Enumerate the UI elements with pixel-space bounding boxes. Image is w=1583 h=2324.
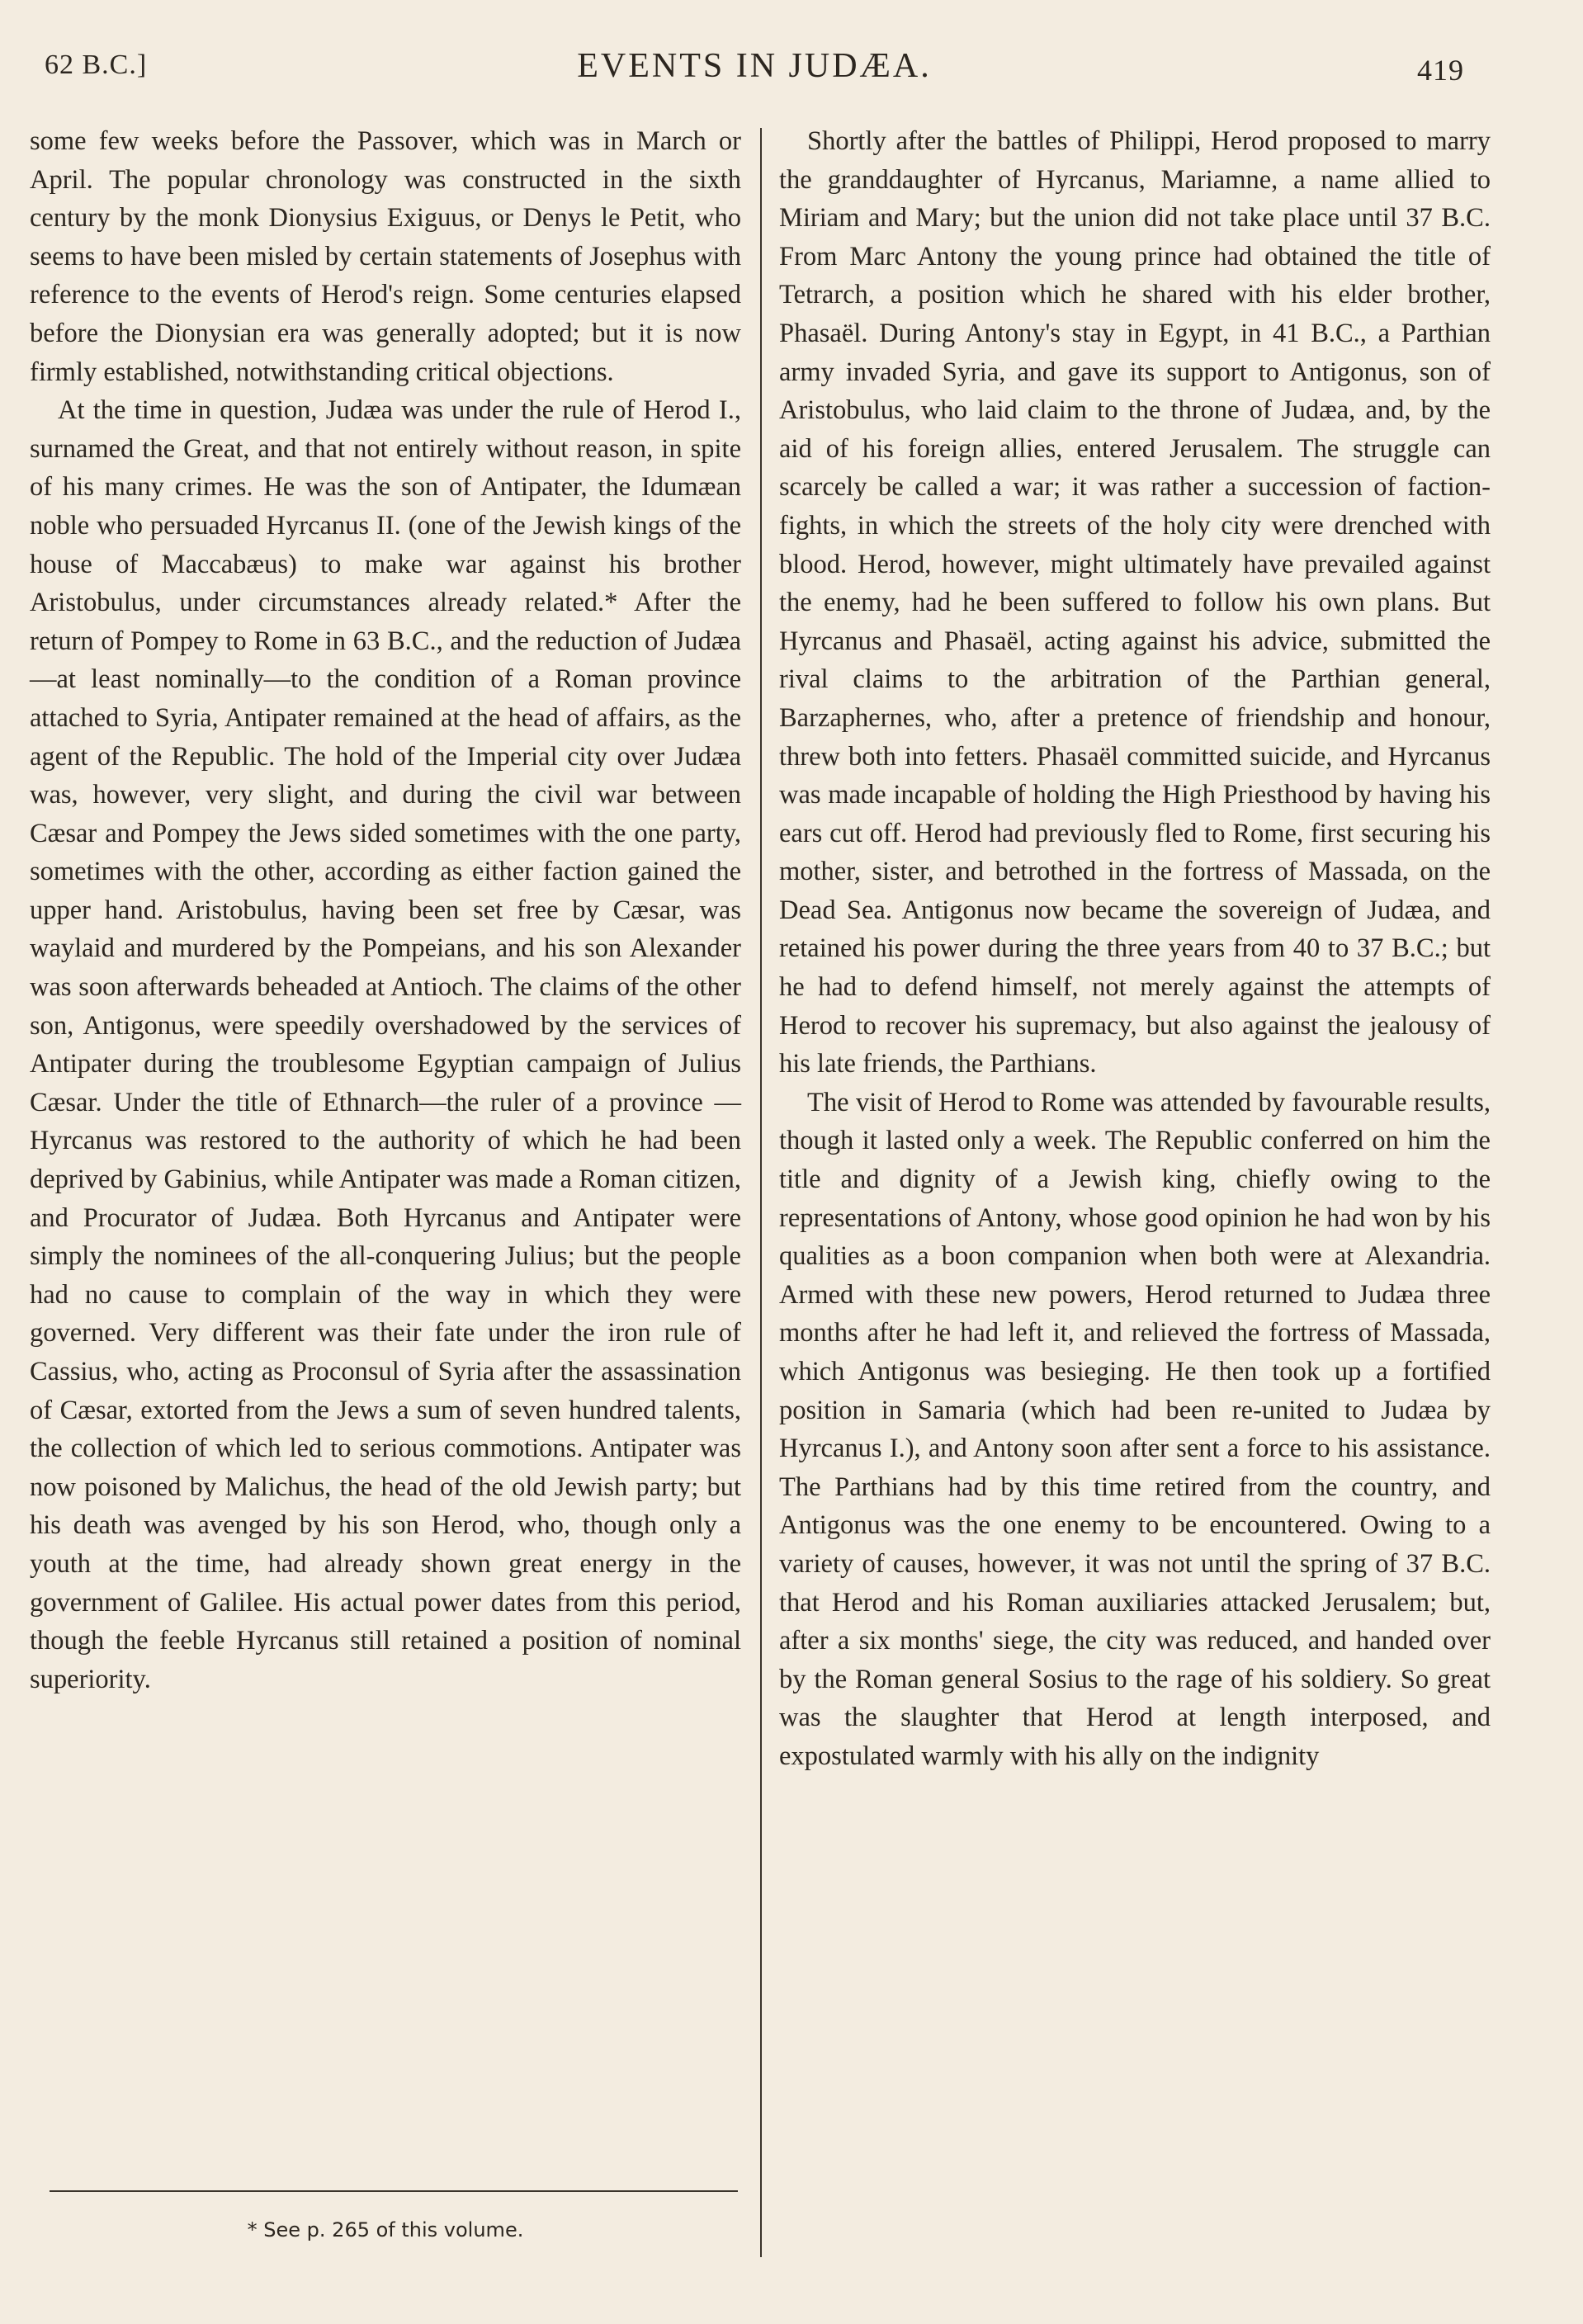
column-divider	[760, 128, 762, 2257]
paragraph: Shortly after the battles of Philippi, Herod proposed to marry the granddaughter of Hyrcanus, Mariamne, a name allied to Miriam and Mary; but the union did not take place until 37 B.C. From Marc Antony the young prince had obtained the title of Tetrarch, a position which he shared with his elder brother, Phasaël. During Antony's stay in Egypt, in 41 B.C., a Parthian army invaded Syria, and gave its support to Antigonus, son of Aristobulus, who laid claim to the throne of Judæa, and, by the aid of his foreign allies, entered Jerusalem. The struggle can scarcely be called a war; it was rather a succession of faction-fights, in which the streets of the holy city were drenched with blood. Herod, however, might ultimately have prevailed against the enemy, had he been suffered to follow his own plans. But Hyrcanus and Phasaël, acting against his advice, submitted the rival claims to the arbitration of the Parthian general, Barzaphernes, who, after a pretence of friendship and honour, threw both into fetters. Phasaël committed suicide, and Hyrcanus was made incapable of holding the High Priesthood by having his ears cut off. Herod had previously fled to Rome, first securing his mother, sister, and betrothed in the fortress of Massada, on the Dead Sea. Antigonus now became the sovereign of Judæa, and retained his power during the three years from 40 to 37 B.C.; but he had to defend himself, not merely against the attempts of Herod to recover his supremacy, but also against the jealousy of his late friends, the Parthians.	[779, 126, 1491, 1079]
page-number: 419	[1417, 54, 1464, 87]
left-column	[30, 122, 741, 1698]
footnote: * See p. 265 of this volume.	[247, 2218, 524, 2241]
header-date: 62 B.C.]	[45, 50, 148, 80]
right-column	[779, 122, 1491, 1776]
paragraph: At the time in question, Judæa was under the rule of Herod I., surnamed the Great, and that not entirely without reason, in spite of his many crimes. He was the son of Antipater, the Idumæan noble who persuaded Hyrcanus II. (one of the Jewish kings of the house of Maccabæus) to make war against his brother Aristobulus, under circumstances already related.* After the return of Pompey to Rome in 63 B.C., and the reduction of Judæa—at least nominally—to the condition of a Roman province attached to Syria, Antipater remained at the head of affairs, as the agent of the Republic. The hold of the Imperial city over Judæa was, however, very slight, and during the civil war between Cæsar and Pompey the Jews sided sometimes with the one party, sometimes with the other, according as either faction gained the upper hand. Aristobulus, having been set free by Cæsar, was waylaid and murdered by the Pompeians, and his son Alexander was soon afterwards beheaded at Antioch. The claims of the other son, Antigonus, were speedily overshadowed by the services of Antipater during the troublesome Egyptian campaign of Julius Cæsar. Under the title of Ethnarch—the ruler of a province — Hyrcanus was restored to the authority of which he had been deprived by Gabinius, while Antipater was made a Roman citizen, and Procurator of Judæa. Both Hyrcanus and Antipater were simply the nominees of the all-conquering Julius; but the people had no cause to complain of the way in which they were governed. Very different was their fate under the iron rule of Cassius, who, acting as Proconsul of Syria after the assassination of Cæsar, extorted from the Jews a sum of seven hundred talents, the collection of which led to serious commotions. Antipater was now poisoned by Malichus, the head of the old Jewish party; but his death was avenged by his son Herod, who, though only a youth at the time, had already shown great energy in the government of Galilee. His actual power dates from this period, though the feeble Hyrcanus still retained a position of nominal superiority.	[30, 395, 741, 1694]
paragraph: some few weeks before the Passover, which was in March or April. The popular chronology was constructed in the sixth century by the monk Dionysius Exiguus, or Denys le Petit, who seems to have been misled by certain statements of Josephus with reference to the events of Herod's reign. Some centuries elapsed before the Dionysian era was generally adopted; but it is now firmly established, notwithstanding critical objections.	[30, 126, 741, 387]
header-title: EVENTS IN JUDÆA.	[577, 47, 932, 85]
running-head	[45, 41, 1464, 91]
paragraph: The visit of Herod to Rome was attended by favourable results, though it lasted only a week. The Republic conferred on him the title and dignity of a Jewish king, chiefly owing to the representations of Antony, whose good opinion he had won by his qualities as a boon companion when both were at Alexandria. Armed with these new powers, Herod returned to Judæa three months after he had left it, and relieved the fortress of Massada, which Antigonus was besieging. He then took up a fortified position in Samaria (which had been re-united to Judæa by Hyrcanus I.), and Antony soon after sent a force to his assistance. The Parthians had by this time retired from the country, and Antigonus was the one enemy to be encountered. Owing to a variety of causes, however, it was not until the spring of 37 B.C. that Herod and his Roman auxiliaries attacked Jerusalem; but, after a six months' siege, the city was reduced, and handed over by the Roman general Sosius to the rage of his soldiery. So great was the slaughter that Herod at length interposed, and expostulated warmly with his ally on the indignity	[779, 1087, 1491, 1771]
footnote-rule	[50, 2190, 738, 2192]
